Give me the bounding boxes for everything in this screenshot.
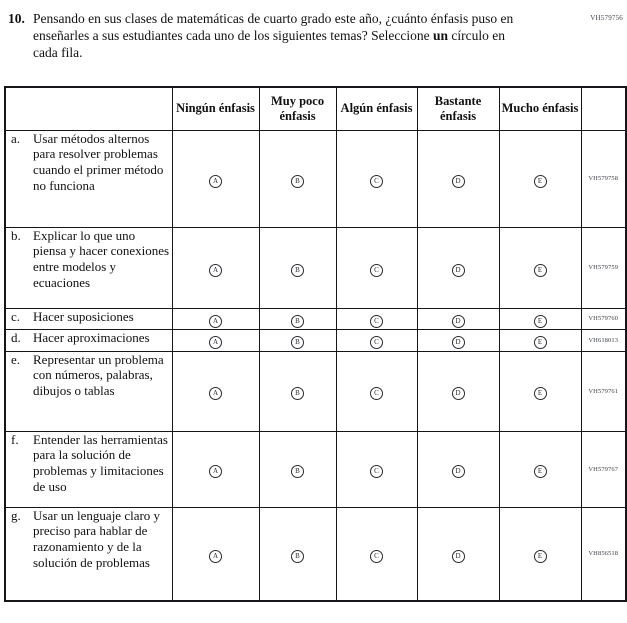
cell-ningun [172, 507, 259, 601]
table-row-a [5, 130, 626, 227]
cell-ningun [172, 431, 259, 507]
cell-bastante [417, 130, 499, 227]
option-bubble-a[interactable]: A [209, 550, 222, 563]
row-letter: g. [11, 507, 21, 523]
code-column-header [581, 87, 626, 131]
row-code: VH579759 [581, 227, 626, 308]
column-header-algun-enfasis: Algún énfasis [336, 87, 417, 131]
option-bubble-d[interactable]: D [452, 175, 465, 188]
option-bubble-a[interactable]: A [209, 387, 222, 400]
row-letter: e. [11, 351, 21, 367]
cell-mucho [499, 507, 581, 601]
cell-ningun [172, 130, 259, 227]
column-header-mucho-enfasis: Mucho énfasis [499, 87, 581, 131]
question-text-bold: un [433, 27, 449, 43]
row-stem [5, 130, 172, 227]
cell-algun [336, 227, 417, 308]
row-code: VH579767 [581, 431, 626, 507]
cell-algun [336, 130, 417, 227]
option-bubble-c[interactable]: C [370, 387, 383, 400]
question-text-part2: círculo en cada fila. [33, 27, 506, 60]
row-text: Entender las herramientas para la solución de problemas y limitaciones de uso [33, 431, 168, 495]
option-bubble-e[interactable]: E [534, 264, 547, 277]
option-bubble-d[interactable]: D [452, 315, 465, 328]
option-bubble-e[interactable]: E [534, 315, 547, 328]
option-bubble-c[interactable]: C [370, 175, 383, 188]
cell-ningun [172, 227, 259, 308]
row-text: Usar métodos alternos para resolver problemas cuando el primer método no funciona [33, 130, 164, 194]
column-header-bastante-enfasis: Bastante énfasis [417, 87, 499, 131]
row-letter: c. [11, 308, 21, 324]
option-bubble-c[interactable]: C [370, 336, 383, 349]
cell-mucho [499, 130, 581, 227]
cell-mucho [499, 308, 581, 329]
cell-algun [336, 507, 417, 601]
option-bubble-d[interactable]: D [452, 336, 465, 349]
cell-muy-poco [259, 329, 336, 351]
question-block [8, 11, 528, 62]
cell-bastante [417, 351, 499, 431]
option-bubble-a[interactable]: A [209, 175, 222, 188]
row-letter: a. [11, 130, 21, 146]
cell-algun [336, 431, 417, 507]
cell-bastante [417, 431, 499, 507]
question-number: 10. [8, 11, 25, 26]
row-stem [5, 227, 172, 308]
table-row-f [5, 431, 626, 507]
option-bubble-e[interactable]: E [534, 175, 547, 188]
cell-muy-poco [259, 431, 336, 507]
option-bubble-b[interactable]: B [291, 264, 304, 277]
row-letter: d. [11, 329, 21, 345]
row-text: Usar un lenguaje claro y preciso para hablar de razonamiento y de la solución de problemas [33, 507, 161, 571]
table-row-c [5, 308, 626, 329]
cell-ningun [172, 351, 259, 431]
option-bubble-c[interactable]: C [370, 264, 383, 277]
option-bubble-c[interactable]: C [370, 315, 383, 328]
row-code: VH579760 [581, 308, 626, 329]
row-stem [5, 431, 172, 507]
cell-bastante [417, 227, 499, 308]
cell-ningun [172, 308, 259, 329]
cell-mucho [499, 431, 581, 507]
option-bubble-e[interactable]: E [534, 387, 547, 400]
option-bubble-a[interactable]: A [209, 465, 222, 478]
row-code: VH579761 [581, 351, 626, 431]
row-stem [5, 308, 172, 329]
cell-mucho [499, 351, 581, 431]
option-bubble-e[interactable]: E [534, 465, 547, 478]
option-bubble-d[interactable]: D [452, 264, 465, 277]
option-bubble-d[interactable]: D [452, 465, 465, 478]
cell-algun [336, 329, 417, 351]
option-bubble-e[interactable]: E [534, 336, 547, 349]
cell-bastante [417, 507, 499, 601]
row-text: Hacer aproximaciones [33, 329, 150, 345]
row-stem [5, 351, 172, 431]
row-code: VH579758 [581, 130, 626, 227]
table-row-d [5, 329, 626, 351]
row-code: VH856518 [581, 507, 626, 601]
row-letter: f. [11, 431, 19, 447]
row-stem [5, 507, 172, 601]
option-bubble-a[interactable]: A [209, 336, 222, 349]
row-stem [5, 329, 172, 351]
option-bubble-a[interactable]: A [209, 264, 222, 277]
cell-algun [336, 308, 417, 329]
option-bubble-b[interactable]: B [291, 550, 304, 563]
option-bubble-e[interactable]: E [534, 550, 547, 563]
cell-muy-poco [259, 308, 336, 329]
cell-muy-poco [259, 130, 336, 227]
emphasis-matrix-table [4, 86, 627, 602]
row-code: VH618013 [581, 329, 626, 351]
form-item-code: VH579756 [590, 14, 623, 22]
cell-muy-poco [259, 227, 336, 308]
column-header-muy-poco-enfasis: Muy poco énfasis [259, 87, 336, 131]
column-header-ningun-enfasis: Ningún énfasis [172, 87, 259, 131]
option-bubble-b[interactable]: B [291, 175, 304, 188]
table-header-row [5, 87, 626, 131]
corner-cell [5, 87, 172, 131]
cell-muy-poco [259, 351, 336, 431]
option-bubble-d[interactable]: D [452, 387, 465, 400]
row-letter: b. [11, 227, 21, 243]
row-text: Explicar lo que uno piensa y hacer conexiones entre modelos y ecuaciones [33, 227, 170, 291]
table-row-b [5, 227, 626, 308]
option-bubble-d[interactable]: D [452, 550, 465, 563]
table-row-e [5, 351, 626, 431]
table-row-g [5, 507, 626, 601]
cell-mucho [499, 329, 581, 351]
option-bubble-a[interactable]: A [209, 315, 222, 328]
row-text: Representar un problema con números, palabras, dibujos o tablas [33, 351, 164, 399]
option-bubble-b[interactable]: B [291, 315, 304, 328]
option-bubble-b[interactable]: B [291, 387, 304, 400]
question-text [33, 11, 528, 62]
cell-algun [336, 351, 417, 431]
option-bubble-b[interactable]: B [291, 465, 304, 478]
cell-muy-poco [259, 507, 336, 601]
cell-bastante [417, 308, 499, 329]
cell-mucho [499, 227, 581, 308]
row-text: Hacer suposiciones [33, 308, 134, 324]
option-bubble-c[interactable]: C [370, 550, 383, 563]
option-bubble-c[interactable]: C [370, 465, 383, 478]
cell-ningun [172, 329, 259, 351]
cell-bastante [417, 329, 499, 351]
question-text-part1: Pensando en sus clases de matemáticas de cuarto grado este año, ¿cuánto énfasis puso en enseñarles a sus estudiantes cada uno de los siguientes temas? Seleccione [33, 11, 514, 43]
option-bubble-b[interactable]: B [291, 336, 304, 349]
